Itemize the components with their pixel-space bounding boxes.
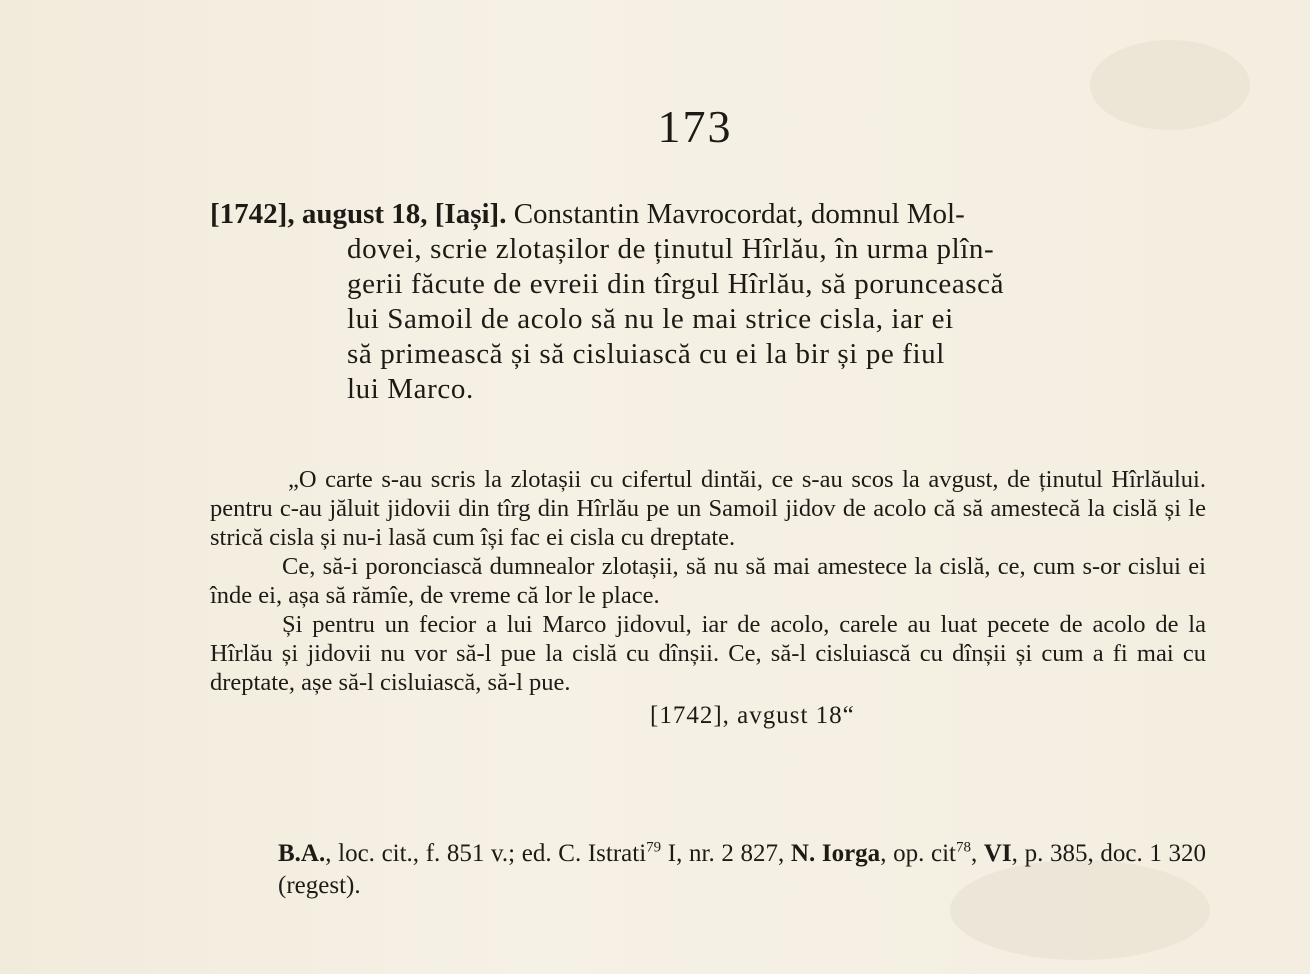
source-text: , loc. cit., f. 851 v.; ed. C. Istrati [325,840,647,867]
regest-body [347,232,1205,407]
document-paragraph: „O carte s-au scris la zlotașii cu cifertul dintăi, ce s-au scos la avgust, de ținutul Hîrlăului. pentru c-au jăluit jidovii din tîrg din Hîrlău pe un Samoil jidov de acolo că să amestecă la cislă și le strică cisla și nu-i lasă cum își fac ei cisla cu dreptate. [210,466,1206,551]
regest-line: lui Marco. [347,373,474,405]
regest-line: Constantin Mavrocordat, domnul Mol- [513,198,965,230]
source-volume: VI [983,840,1012,867]
regest-first-line [210,197,1205,232]
document-text [210,465,1206,730]
regest-date-heading: [1742], august 18, [Iași]. [210,198,507,230]
source-text: I, nr. 2 827, [661,840,791,867]
regest-line: gerii făcute de evreii din tîrgul Hîrlău, să poruncească [347,268,1005,300]
source-archive: B.A. [278,840,326,867]
footnote-ref: 79 [646,839,662,856]
regest-line: să primească și să cisluiască cu ei la bir și pe fiul [347,338,945,370]
page-number: 173 [657,101,733,152]
document-paragraph: Și pentru un fecior a lui Marco jidovul, iar de acolo, carele au luat pecete de acolo de la Hîrlău și jidovii nu vor să-l pue la cislă cu dînșii. Ce, să-l cisluiască cu dînșii și cum a fi mai cu dreptate, așe să-l cisluiască, să-l pue. [210,611,1206,696]
source-reference [278,838,1206,902]
document-date: [1742], avgust 18“ [650,702,855,729]
regest-line: dovei, scrie zlotașilor de ținutul Hîrlău, în urma plîn- [347,233,995,265]
source-text: , p. 385, doc. 1 320 (regest). [278,840,1206,899]
source-author: N. Iorga [790,840,881,867]
footnote-ref: 78 [955,839,971,856]
document-regest [210,197,1205,407]
document-paragraph: Ce, să-i poronciască dumnealor zlotașii, să nu să mai amestece la cislă, ce, cum s-or cislui ei înde ei, așa să rămîe, de vreme că lor le place. [210,553,1206,609]
regest-line: lui Samoil de acolo să nu le mai strice cisla, iar ei [347,303,954,335]
source-text: , [970,840,984,867]
source-text: , op. cit [880,840,956,867]
